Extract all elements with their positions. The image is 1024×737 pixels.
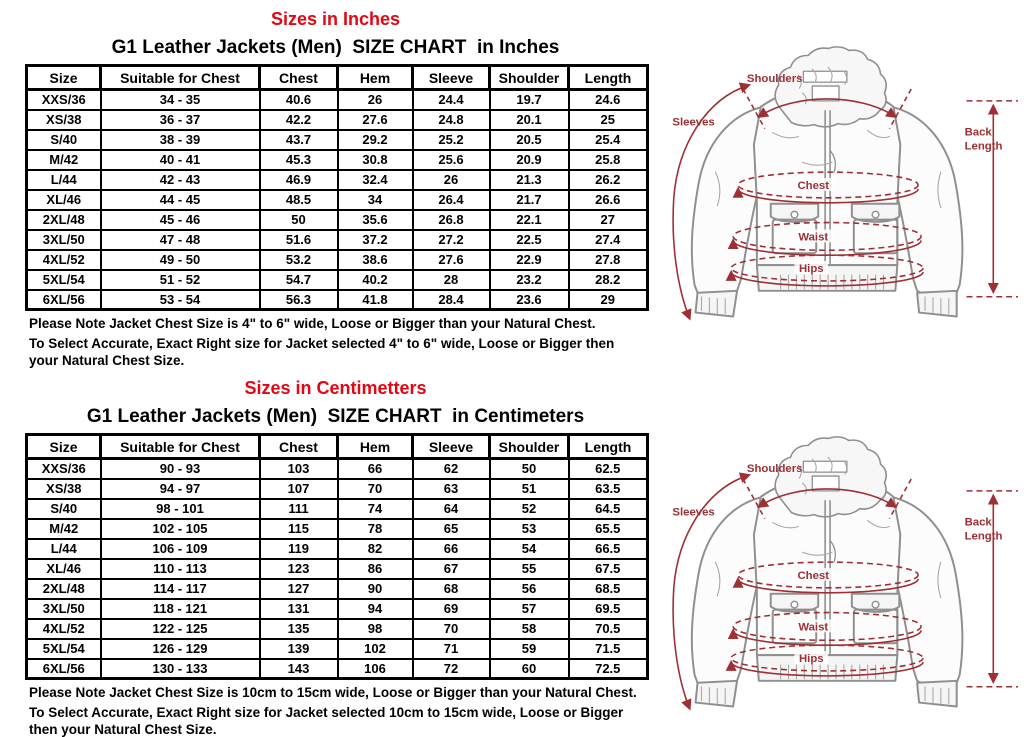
value-cell: 51 xyxy=(490,479,569,499)
column-header: Chest xyxy=(260,435,338,459)
value-cell: 54 xyxy=(490,539,569,559)
value-cell: 62.5 xyxy=(569,459,648,479)
value-cell: 30.8 xyxy=(338,150,413,170)
value-cell: 26.8 xyxy=(413,210,490,230)
value-cell: 24.8 xyxy=(413,110,490,130)
value-cell: 56 xyxy=(490,579,569,599)
size-cell: 2XL/48 xyxy=(27,579,101,599)
jacket-diagram-inches xyxy=(654,32,1020,332)
table-row xyxy=(27,90,648,110)
value-cell: 106 xyxy=(338,659,413,679)
value-cell: 34 - 35 xyxy=(101,90,260,110)
value-cell: 90 xyxy=(338,579,413,599)
value-cell: 47 - 48 xyxy=(101,230,260,250)
column-header: Sleeve xyxy=(413,435,490,459)
value-cell: 43.7 xyxy=(260,130,338,150)
value-cell: 130 - 133 xyxy=(101,659,260,679)
table-row xyxy=(27,539,648,559)
inches-note-2: To Select Accurate, Exact Right size for Jacket selected 4" to 6" wide, Loose or Bigger then your Natural Chest Size. xyxy=(29,336,618,368)
jacket-measurement-diagram xyxy=(654,422,1020,722)
value-cell: 69 xyxy=(413,599,490,619)
value-cell: 122 - 125 xyxy=(101,619,260,639)
column-header: Sleeve xyxy=(413,66,490,90)
value-cell: 26.2 xyxy=(569,170,648,190)
table-row xyxy=(27,170,648,190)
table-row xyxy=(27,270,648,290)
size-cell: S/40 xyxy=(27,130,101,150)
value-cell: 21.3 xyxy=(490,170,569,190)
value-cell: 26.4 xyxy=(413,190,490,210)
size-cell: 5XL/54 xyxy=(27,639,101,659)
value-cell: 74 xyxy=(338,499,413,519)
value-cell: 23.2 xyxy=(490,270,569,290)
inches-section-title: Sizes in Inches xyxy=(270,9,401,29)
value-cell: 45.3 xyxy=(260,150,338,170)
value-cell: 68.5 xyxy=(569,579,648,599)
column-header: Length xyxy=(569,435,648,459)
value-cell: 22.1 xyxy=(490,210,569,230)
table-row xyxy=(27,559,648,579)
column-header: Shoulder xyxy=(490,66,569,90)
value-cell: 26.6 xyxy=(569,190,648,210)
value-cell: 126 - 129 xyxy=(101,639,260,659)
value-cell: 71 xyxy=(413,639,490,659)
value-cell: 29 xyxy=(569,290,648,310)
size-cell: S/40 xyxy=(27,499,101,519)
back-length-label-line1: Back xyxy=(964,126,992,139)
value-cell: 20.1 xyxy=(490,110,569,130)
value-cell: 25.4 xyxy=(569,130,648,150)
value-cell: 70 xyxy=(413,619,490,639)
value-cell: 102 - 105 xyxy=(101,519,260,539)
value-cell: 66 xyxy=(338,459,413,479)
value-cell: 66.5 xyxy=(569,539,648,559)
value-cell: 68 xyxy=(413,579,490,599)
value-cell: 65 xyxy=(413,519,490,539)
value-cell: 67.5 xyxy=(569,559,648,579)
cm-note-1: Please Note Jacket Chest Size is 10cm to 15cm wide, Loose or Bigger than your Natural Chest. xyxy=(29,685,637,700)
value-cell: 82 xyxy=(338,539,413,559)
table-row xyxy=(27,479,648,499)
value-cell: 49 - 50 xyxy=(101,250,260,270)
value-cell: 90 - 93 xyxy=(101,459,260,479)
back-length-label-line2: Length xyxy=(964,140,1003,153)
value-cell: 63 xyxy=(413,479,490,499)
column-header: Size xyxy=(27,435,101,459)
value-cell: 35.6 xyxy=(338,210,413,230)
value-cell: 24.6 xyxy=(569,90,648,110)
value-cell: 65.5 xyxy=(569,519,648,539)
table-row xyxy=(27,190,648,210)
table-row xyxy=(27,230,648,250)
value-cell: 25.6 xyxy=(413,150,490,170)
column-header: Chest xyxy=(260,66,338,90)
table-row xyxy=(27,130,648,150)
value-cell: 71.5 xyxy=(569,639,648,659)
table-row xyxy=(27,110,648,130)
table-row xyxy=(27,659,648,679)
value-cell: 53 xyxy=(490,519,569,539)
value-cell: 28.2 xyxy=(569,270,648,290)
value-cell: 42 - 43 xyxy=(101,170,260,190)
value-cell: 52 xyxy=(490,499,569,519)
column-header: Size xyxy=(27,66,101,90)
value-cell: 86 xyxy=(338,559,413,579)
value-cell: 22.5 xyxy=(490,230,569,250)
size-cell: 5XL/54 xyxy=(27,270,101,290)
value-cell: 59 xyxy=(490,639,569,659)
value-cell: 20.9 xyxy=(490,150,569,170)
size-cell: 2XL/48 xyxy=(27,210,101,230)
value-cell: 38 - 39 xyxy=(101,130,260,150)
back-length-label-line2: Length xyxy=(964,530,1003,543)
sleeves-label: Sleeves xyxy=(672,116,715,129)
size-cell: XL/46 xyxy=(27,190,101,210)
value-cell: 20.5 xyxy=(490,130,569,150)
value-cell: 40 - 41 xyxy=(101,150,260,170)
value-cell: 60 xyxy=(490,659,569,679)
value-cell: 78 xyxy=(338,519,413,539)
value-cell: 103 xyxy=(260,459,338,479)
size-cell: 3XL/50 xyxy=(27,599,101,619)
value-cell: 102 xyxy=(338,639,413,659)
column-header: Length xyxy=(569,66,648,90)
cm-size-table xyxy=(25,433,649,680)
value-cell: 27.2 xyxy=(413,230,490,250)
size-cell: L/44 xyxy=(27,539,101,559)
value-cell: 72 xyxy=(413,659,490,679)
value-cell: 63.5 xyxy=(569,479,648,499)
value-cell: 118 - 121 xyxy=(101,599,260,619)
value-cell: 131 xyxy=(260,599,338,619)
value-cell: 69.5 xyxy=(569,599,648,619)
column-header: Suitable for Chest xyxy=(101,66,260,90)
value-cell: 64 xyxy=(413,499,490,519)
value-cell: 29.2 xyxy=(338,130,413,150)
inches-note-1: Please Note Jacket Chest Size is 4" to 6" wide, Loose or Bigger than your Natural Chest. xyxy=(29,316,596,331)
table-row xyxy=(27,290,648,310)
value-cell: 36 - 37 xyxy=(101,110,260,130)
value-cell: 127 xyxy=(260,579,338,599)
value-cell: 26 xyxy=(413,170,490,190)
value-cell: 110 - 113 xyxy=(101,559,260,579)
table-row xyxy=(27,250,648,270)
size-cell: M/42 xyxy=(27,150,101,170)
value-cell: 41.8 xyxy=(338,290,413,310)
hips-label: Hips xyxy=(798,263,824,276)
table-row xyxy=(27,639,648,659)
value-cell: 53 - 54 xyxy=(101,290,260,310)
value-cell: 64.5 xyxy=(569,499,648,519)
inches-chart-heading: G1 Leather Jackets (Men) SIZE CHART in Inches xyxy=(111,37,560,58)
column-header: Shoulder xyxy=(490,435,569,459)
value-cell: 48.5 xyxy=(260,190,338,210)
value-cell: 28 xyxy=(413,270,490,290)
inches-size-table xyxy=(25,64,649,311)
jacket-diagram-cm xyxy=(654,422,1020,722)
value-cell: 38.6 xyxy=(338,250,413,270)
table-row xyxy=(27,150,648,170)
cm-note-2: To Select Accurate, Exact Right size for Jacket selected 10cm to 15cm wide, Loose or Bigger then your Natural Chest Size. xyxy=(29,705,627,737)
value-cell: 21.7 xyxy=(490,190,569,210)
size-cell: 6XL/56 xyxy=(27,290,101,310)
tables-column xyxy=(25,0,646,737)
value-cell: 57 xyxy=(490,599,569,619)
size-cell: XXS/36 xyxy=(27,90,101,110)
value-cell: 27.8 xyxy=(569,250,648,270)
back-length-label-line1: Back xyxy=(964,516,992,529)
jacket-measurement-diagram xyxy=(654,32,1020,332)
value-cell: 26 xyxy=(338,90,413,110)
value-cell: 70.5 xyxy=(569,619,648,639)
value-cell: 24.4 xyxy=(413,90,490,110)
chest-label: Chest xyxy=(797,569,830,582)
value-cell: 34 xyxy=(338,190,413,210)
column-header: Hem xyxy=(338,66,413,90)
value-cell: 115 xyxy=(260,519,338,539)
size-cell: 4XL/52 xyxy=(27,619,101,639)
header-row xyxy=(27,435,648,459)
value-cell: 62 xyxy=(413,459,490,479)
value-cell: 40.6 xyxy=(260,90,338,110)
size-cell: XXS/36 xyxy=(27,459,101,479)
cm-section-title: Sizes in Centimetters xyxy=(244,378,427,398)
table-row xyxy=(27,210,648,230)
value-cell: 45 - 46 xyxy=(101,210,260,230)
value-cell: 66 xyxy=(413,539,490,559)
value-cell: 143 xyxy=(260,659,338,679)
value-cell: 22.9 xyxy=(490,250,569,270)
value-cell: 58 xyxy=(490,619,569,639)
hips-label: Hips xyxy=(798,653,824,666)
waist-label: Waist xyxy=(798,621,829,634)
waist-label: Waist xyxy=(798,231,829,244)
value-cell: 70 xyxy=(338,479,413,499)
table-row xyxy=(27,619,648,639)
value-cell: 72.5 xyxy=(569,659,648,679)
size-cell: M/42 xyxy=(27,519,101,539)
value-cell: 25 xyxy=(569,110,648,130)
value-cell: 119 xyxy=(260,539,338,559)
value-cell: 67 xyxy=(413,559,490,579)
table-row xyxy=(27,499,648,519)
value-cell: 94 xyxy=(338,599,413,619)
value-cell: 135 xyxy=(260,619,338,639)
value-cell: 44 - 45 xyxy=(101,190,260,210)
size-cell: 3XL/50 xyxy=(27,230,101,250)
size-cell: 6XL/56 xyxy=(27,659,101,679)
value-cell: 98 xyxy=(338,619,413,639)
cm-chart-heading: G1 Leather Jackets (Men) SIZE CHART in Centimeters xyxy=(86,406,585,427)
value-cell: 46.9 xyxy=(260,170,338,190)
size-cell: XL/46 xyxy=(27,559,101,579)
value-cell: 50 xyxy=(490,459,569,479)
table-row xyxy=(27,459,648,479)
value-cell: 94 - 97 xyxy=(101,479,260,499)
value-cell: 27.6 xyxy=(413,250,490,270)
value-cell: 32.4 xyxy=(338,170,413,190)
value-cell: 23.6 xyxy=(490,290,569,310)
chest-label: Chest xyxy=(797,179,830,192)
value-cell: 51.6 xyxy=(260,230,338,250)
value-cell: 50 xyxy=(260,210,338,230)
value-cell: 25.8 xyxy=(569,150,648,170)
value-cell: 53.2 xyxy=(260,250,338,270)
sleeves-label: Sleeves xyxy=(672,506,715,519)
value-cell: 19.7 xyxy=(490,90,569,110)
header-row xyxy=(27,66,648,90)
column-header: Suitable for Chest xyxy=(101,435,260,459)
shoulders-label: Shoulders xyxy=(746,73,803,86)
size-cell: XS/38 xyxy=(27,479,101,499)
value-cell: 139 xyxy=(260,639,338,659)
size-cell: 4XL/52 xyxy=(27,250,101,270)
shoulders-label: Shoulders xyxy=(746,463,803,476)
value-cell: 51 - 52 xyxy=(101,270,260,290)
value-cell: 27.6 xyxy=(338,110,413,130)
value-cell: 28.4 xyxy=(413,290,490,310)
value-cell: 37.2 xyxy=(338,230,413,250)
value-cell: 114 - 117 xyxy=(101,579,260,599)
value-cell: 25.2 xyxy=(413,130,490,150)
value-cell: 55 xyxy=(490,559,569,579)
value-cell: 56.3 xyxy=(260,290,338,310)
value-cell: 40.2 xyxy=(338,270,413,290)
value-cell: 42.2 xyxy=(260,110,338,130)
value-cell: 111 xyxy=(260,499,338,519)
value-cell: 54.7 xyxy=(260,270,338,290)
column-header: Hem xyxy=(338,435,413,459)
value-cell: 98 - 101 xyxy=(101,499,260,519)
size-cell: XS/38 xyxy=(27,110,101,130)
table-row xyxy=(27,519,648,539)
table-row xyxy=(27,579,648,599)
value-cell: 123 xyxy=(260,559,338,579)
table-row xyxy=(27,599,648,619)
size-cell: L/44 xyxy=(27,170,101,190)
value-cell: 27.4 xyxy=(569,230,648,250)
value-cell: 107 xyxy=(260,479,338,499)
value-cell: 27 xyxy=(569,210,648,230)
value-cell: 106 - 109 xyxy=(101,539,260,559)
